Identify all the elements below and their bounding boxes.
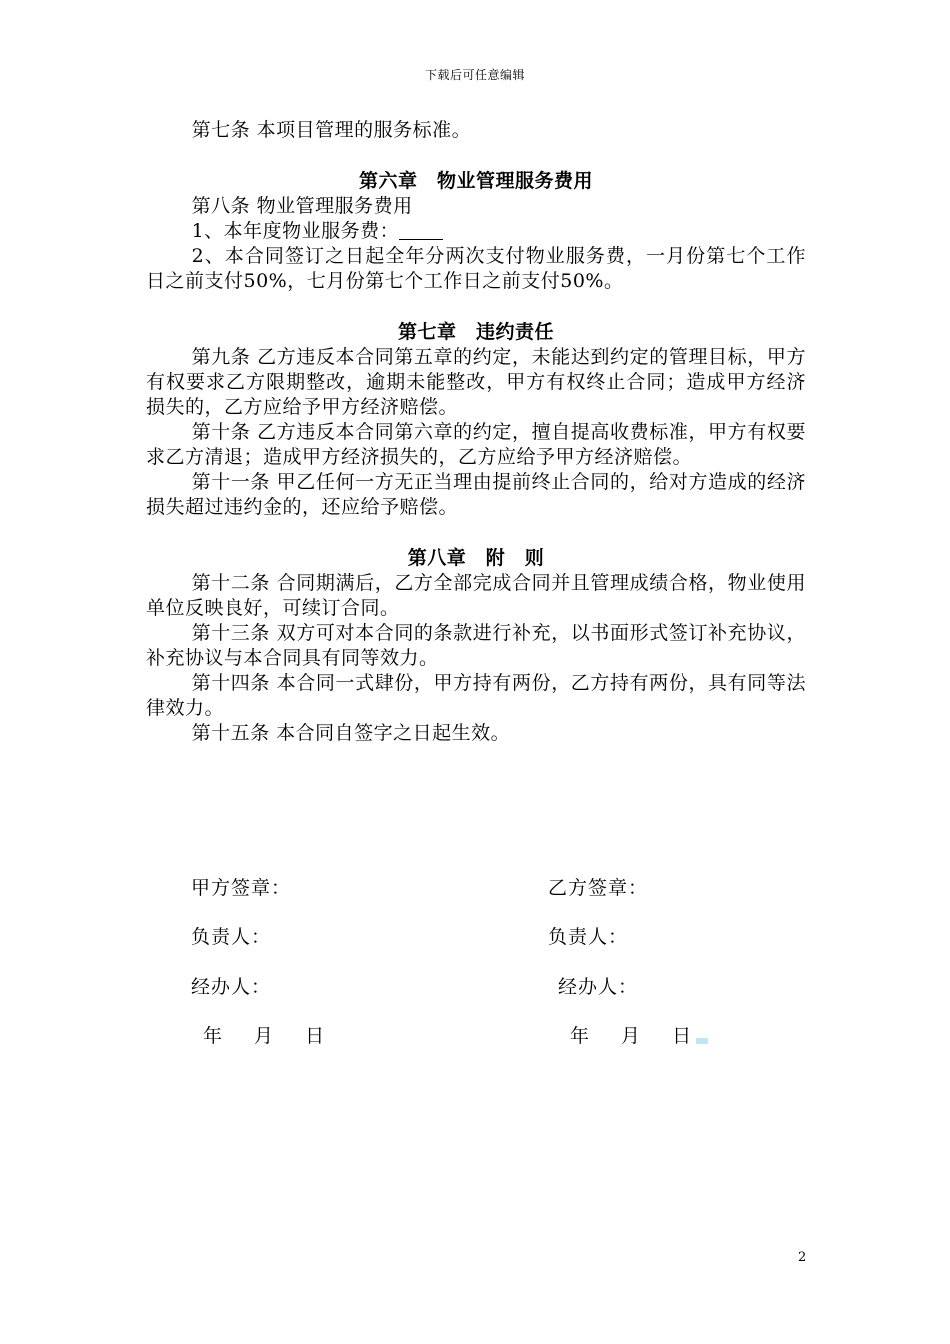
article-8-item-1-text: 1、本年度物业服务费： (191, 220, 400, 242)
article-13: 第十三条 双方可对本合同的条款进行补充，以书面形式签订补充协议，补充协议与本合同具有同等效力。 (146, 622, 806, 669)
party-a-seal-label: 甲方签章： (191, 877, 292, 899)
party-a-principal-label: 负责人： (191, 926, 272, 948)
chapter-7-title: 第七章 违约责任 (397, 321, 554, 343)
page-header: 下载后可任意编辑 (424, 68, 525, 82)
article-9: 第九条 乙方违反本合同第五章的约定，未能达到约定的管理目标，甲方有权要求乙方限期整改，逾期未能整改，甲方有权终止合同；造成甲方经济损失的，乙方应给予甲方经济赔偿。 (146, 346, 806, 418)
article-14: 第十四条 本合同一式肆份，甲方持有两份，乙方持有两份，具有同等法律效力。 (146, 672, 806, 719)
text-cursor-marker (696, 1038, 708, 1044)
article-8-item-1 (146, 219, 806, 244)
party-b-handler-label: 经办人： (558, 976, 639, 998)
article-11: 第十一条 甲乙任何一方无正当理由提前终止合同的，给对方造成的经济损失超过违约金的，还应给予赔偿。 (146, 471, 806, 518)
chapter-8-title: 第八章 附 则 (407, 547, 545, 569)
party-b-date-wrap (570, 1021, 708, 1048)
party-a-date: 年 月 日 (203, 1025, 329, 1047)
contract-body (146, 118, 806, 746)
article-12: 第十二条 合同期满后，乙方全部完成合同并且管理成绩合格，物业使用单位反映良好，可续订合同。 (146, 572, 806, 619)
page-number: 2 (798, 1250, 807, 1265)
article-7: 第七条 本项目管理的服务标准。 (191, 119, 472, 141)
party-a-handler-label: 经办人： (191, 976, 272, 998)
party-b-date: 年 月 日 (570, 1025, 696, 1047)
fee-blank-line (399, 221, 443, 240)
article-8-item-2: 2、本合同签订之日起全年分两次支付物业服务费，一月份第七个工作日之前支付50%，七月份第七个工作日之前支付50%。 (146, 245, 806, 292)
article-8-title: 第八条 物业管理服务费用 (191, 195, 413, 217)
article-10: 第十条 乙方违反本合同第六章的约定，擅自提高收费标准，甲方有权要求乙方清退；造成甲方经济损失的，乙方应给予甲方经济赔偿。 (146, 421, 806, 468)
chapter-6-title: 第六章 物业管理服务费用 (358, 170, 593, 192)
party-b-seal-label: 乙方签章： (548, 877, 649, 899)
party-b-principal-label: 负责人： (548, 926, 629, 948)
article-15: 第十五条 本合同自签字之日起生效。 (191, 722, 511, 744)
